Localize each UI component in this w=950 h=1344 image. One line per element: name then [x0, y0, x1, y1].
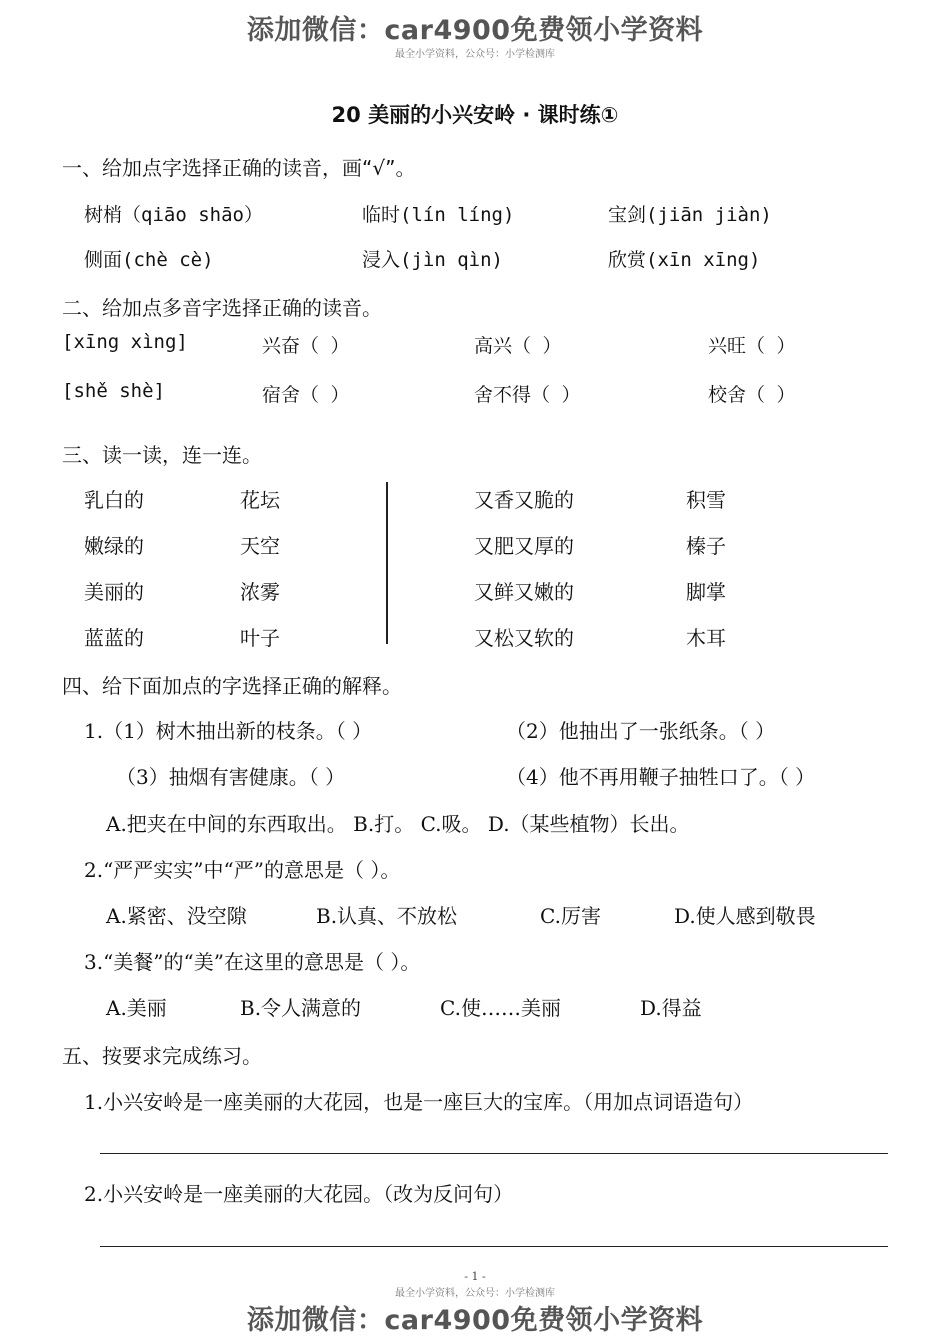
s4-q1-a: 1.（1）树木抽出新的枝条。（ ）: [84, 719, 373, 743]
s4-q3-opt-c: C.使……美丽: [440, 996, 561, 1020]
s1-item-2: 临时(lín líng): [362, 204, 515, 226]
s5-q2: 2.小兴安岭是一座美丽的大花园。（改为反问句）: [84, 1182, 514, 1206]
section2-heading: 二、给加点多音字选择正确的读音。: [62, 296, 382, 320]
s2-word-2: 高兴（ ）: [474, 335, 562, 357]
s2-word-1: 兴奋（ ）: [262, 335, 350, 357]
s3-left-a-4: 蓝蓝的: [84, 626, 144, 650]
s4-q1-c: （3）抽烟有害健康。（ ）: [116, 765, 346, 789]
s3-left-a-2: 嫩绿的: [84, 534, 144, 558]
watermark-bottom: 添加微信：car4900免费领小学资料: [246, 1305, 704, 1336]
s3-right-a-3: 又鲜又嫩的: [474, 580, 574, 604]
s4-q3: 3.“美餐”的“美”在这里的意思是（ ）。: [84, 950, 421, 974]
s4-q2-opt-d: D.使人感到敬畏: [674, 904, 816, 928]
s1-item-4: 侧面(chè cè): [84, 249, 214, 271]
s3-right-a-2: 又肥又厚的: [474, 534, 574, 558]
s1-item-5: 浸入(jìn qìn): [362, 249, 503, 271]
s4-q1-b: （2）他抽出了一张纸条。（ ）: [506, 719, 776, 743]
s1-item-1: 树梢（qiāo shāo）: [84, 204, 263, 226]
s3-left-b-1: 花坛: [240, 488, 280, 512]
s4-q2-opt-a: A.紧密、没空隙: [106, 904, 247, 928]
s3-left-b-3: 浓雾: [240, 580, 280, 604]
s4-q3-opt-d: D.得益: [640, 996, 702, 1020]
section4-heading: 四、给下面加点的字选择正确的解释。: [62, 674, 402, 698]
s2-word-3: 兴旺（ ）: [708, 335, 796, 357]
divider-line: [386, 482, 388, 644]
watermark-top: 添加微信：car4900免费领小学资料: [246, 15, 704, 46]
s3-right-b-4: 木耳: [686, 626, 726, 650]
s3-left-a-1: 乳白的: [84, 488, 144, 512]
s4-q1-options: A.把夹在中间的东西取出。 B.打。 C.吸。 D.（某些植物）长出。: [106, 812, 690, 836]
s2-pinyin-2: [shě shè]: [62, 380, 165, 402]
s4-q2: 2.“严严实实”中“严”的意思是（ ）。: [84, 858, 401, 882]
s2-pinyin-1: [xīng xìng]: [62, 331, 188, 353]
answer-line-2[interactable]: [100, 1246, 888, 1247]
s4-q3-opt-b: B.令人满意的: [240, 996, 362, 1020]
s4-q2-opt-b: B.认真、不放松: [316, 904, 458, 928]
s4-q2-opt-c: C.厉害: [540, 904, 601, 928]
s4-q1-d: （4）他不再用鞭子抽牲口了。（ ）: [506, 765, 816, 789]
watermark-bottom-sub: 最全小学资料，公众号：小学检测库: [395, 1288, 555, 1299]
s2-word-5: 舍不得（ ）: [474, 384, 581, 406]
s3-left-a-3: 美丽的: [84, 580, 144, 604]
s3-right-a-1: 又香又脆的: [474, 488, 574, 512]
s3-left-b-4: 叶子: [240, 626, 280, 650]
page-number: - 1 -: [464, 1270, 486, 1283]
s3-left-b-2: 天空: [240, 534, 280, 558]
s5-q1: 1.小兴安岭是一座美丽的大花园，也是一座巨大的宝库。（用加点词语造句）: [84, 1090, 754, 1114]
s3-right-a-4: 又松又软的: [474, 626, 574, 650]
s3-right-b-1: 积雪: [686, 488, 726, 512]
section5-heading: 五、按要求完成练习。: [62, 1044, 262, 1068]
page-title: 20 美丽的小兴安岭 · 课时练①: [331, 103, 619, 127]
section1-heading: 一、给加点字选择正确的读音，画“√”。: [62, 156, 416, 180]
s1-item-3: 宝剑(jiān jiàn): [608, 204, 772, 226]
section3-heading: 三、读一读，连一连。: [62, 443, 262, 467]
s3-right-b-2: 榛子: [686, 534, 726, 558]
watermark-top-sub: 最全小学资料，公众号：小学检测库: [395, 49, 555, 60]
s3-right-b-3: 脚掌: [686, 580, 726, 604]
answer-line-1[interactable]: [100, 1153, 888, 1154]
s4-q3-opt-a: A.美丽: [106, 996, 167, 1020]
s2-word-4: 宿舍（ ）: [262, 384, 350, 406]
s1-item-6: 欣赏(xīn xīng): [608, 249, 761, 271]
s2-word-6: 校舍（ ）: [708, 384, 796, 406]
